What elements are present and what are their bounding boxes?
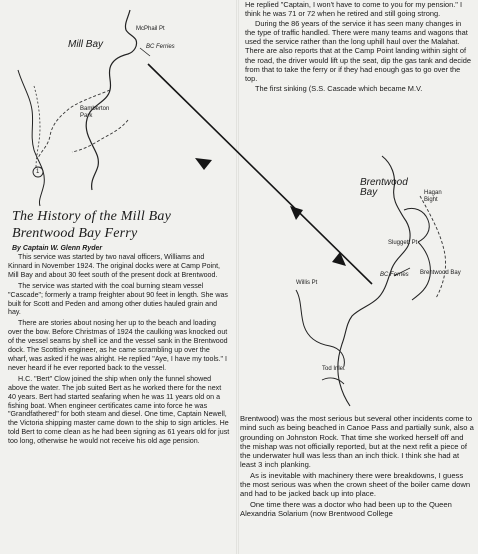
left-paragraph-1: This service was started by two naval officers, Williams and Kinnard in November 1924. The original docks were at Camp Point, Mill Bay and about 30 feet south of the present dock at Brentwood. [8, 253, 221, 279]
label-tod-inlet: Tod Inlet [322, 366, 345, 372]
route-arrowhead-right [290, 206, 303, 220]
right-road [420, 196, 446, 298]
article-title [12, 208, 227, 242]
left-paragraph-4: H.C. "Bert" Clow joined the ship when only the funnel showed above the water. The job suited Bert as he worked there for the next 40 years. Bert had started seafaring when he was 11 years old on a fishing boat. When engineer certificates came into force he was "Grandfathered" for both steam and diesel. One time, Captain Newell, the Victoria shipping master came down to the ship to sign articles. He told Bert to come clean as he had been signing as 61 years old for just too long, otherwise he would not receive his old age pension. [8, 374, 230, 446]
right-column-top [245, 0, 473, 94]
label-bc-ferries-left: BC Ferries [146, 44, 175, 50]
left-column-body [8, 253, 230, 448]
label-sluggett-pt: Sluggett Pt [388, 240, 418, 246]
label-willis-pt: Willis Pt [296, 280, 318, 286]
right-top-paragraph-1: He replied "Captain, I won't have to come to you for my pension." I think he was 71 or 72 when he retired and still going strong. [245, 0, 462, 19]
willis-point-shore [296, 290, 344, 366]
mill-bay-shore-west [18, 70, 44, 206]
article-byline: By Captain W. Glenn Ryder [12, 245, 103, 252]
label-highway-number: 1 [36, 169, 40, 175]
label-bamberton-park: Bamberton Park [80, 106, 110, 119]
right-top-paragraph-2: During the 86 years of the service it has seen many changes in the type of traffic handled. There were many teams and wagons that used the service rather than the long uphill haul over the Malahat. There are also reports that at the Camp Point landing within sight of the road, the driver would lift up the seat, dip the gas tank and decide from that to take the ferry or if they had enough gas to go over the top. [245, 19, 471, 83]
right-bottom-paragraph-2: As is inevitable with machinery there were breakdowns, I guess the most serious was when the crown sheet of the boiler came down and had to be jacked back up into place. [240, 470, 471, 499]
route-arrowhead-end [332, 252, 346, 266]
right-bottom-paragraph-3: One time there was a doctor who had been up to the Queen Alexandria Solarium (now Brentwood College [240, 499, 452, 518]
left-paragraph-3: There are stories about nosing her up to the beach and loading over the bow. Before Christmas of 1924 the caulking was knocked out of the vessel seams by shell ice and the vessel sank in the Brentwood dock. The Scottish engineer, as he came scrambling up over the wharf, was asked if he was alright. He replied "Aye, I have my tools." I never heard if he ever reported back to the vessel. [8, 319, 228, 372]
label-brentwood-bay-dock: Brentwood Bay [420, 270, 461, 276]
right-bottom-paragraph-1: Brentwood) was the most serious but several other incidents come to mind such as being beached in Canoe Pass and partially sunk, also a grounding on Johnston Rock. That time she worked herself off and the mishap was not officially reported, but at the next refit a piece of the underwater hull was less than an inch thick. I think she had at least 3 inch planking. [240, 414, 474, 470]
label-mill-bay: Mill Bay [68, 39, 104, 50]
label-hagan-bight: Hagan Bight [424, 190, 442, 203]
right-column-bottom [240, 414, 474, 519]
route-arrowhead-left [195, 158, 212, 170]
left-road [38, 90, 110, 158]
left-road-2 [72, 120, 128, 152]
label-brentwood-bay: Brentwood Bay [360, 177, 408, 198]
mill-bay-coastline [86, 10, 136, 190]
tod-inlet-shore [322, 378, 344, 384]
label-bc-ferries-right: BC Ferries [380, 272, 409, 278]
article-title-line2: Brentwood Bay Ferry [12, 226, 138, 241]
left-paragraph-2: The service was started with the coal burning steam vessel "Cascade"; formerly a tramp freighter about 90 feet in length. She was built for Scott and Peden and among other duties hauled grain and hay. [8, 281, 228, 317]
article-title-line1: The History of the Mill Bay [12, 209, 171, 224]
right-top-paragraph-3: The first sinking (S.S. Cascade which became M.V. [255, 83, 423, 93]
label-mcphail-pt: McPhail Pt [136, 26, 165, 32]
